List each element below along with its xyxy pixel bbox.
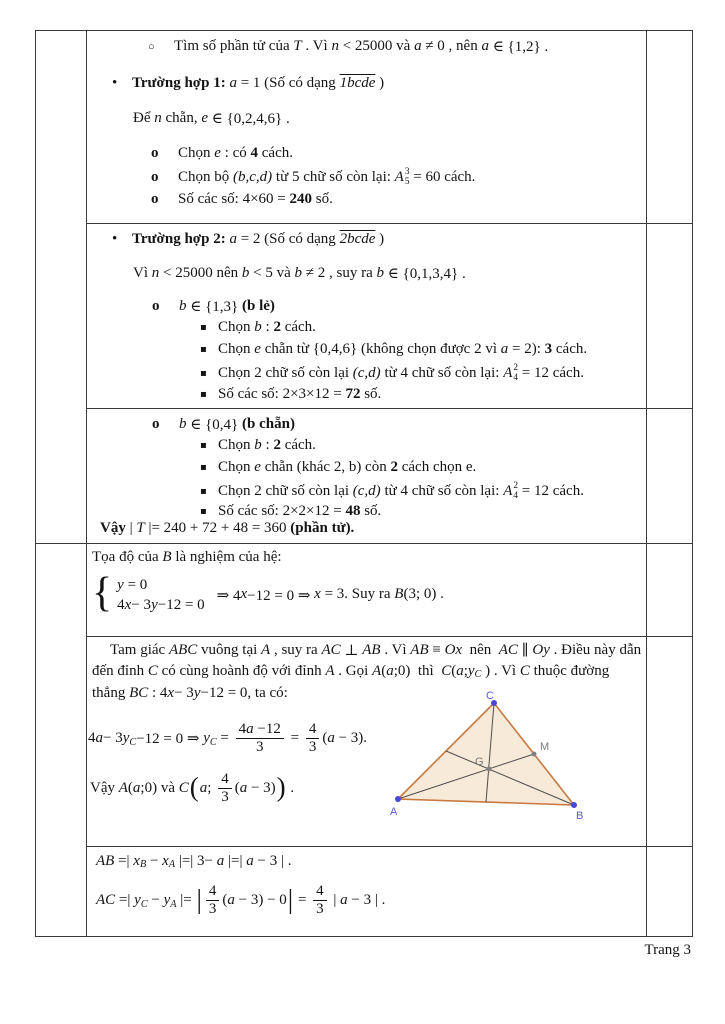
case2-even-step-1: ▪ Chọn b : 2 cách. [200, 437, 316, 453]
yc-equation: 4 a − 3 y C −12 = 0 ⇒ y C = $\frac{4a -12}{3}$ = $\frac{4}{3}$ ( a − 3). [88, 721, 368, 756]
case1-heading: • Trường hợp 1: a = 1 (Số có dạng 1bcde ) [112, 75, 385, 91]
case2-even-step-4: ▪ Số các số: 2×2×12 = 48 số. [200, 503, 382, 519]
midpoint-label-m: M [540, 741, 550, 753]
case1-step-total: o Số các số: 4×60 = 240 số. [151, 191, 333, 207]
page-number: Trang 3 [644, 942, 691, 958]
table-row-divider-1 [86, 223, 692, 224]
case2-odd-step-4: ▪ Số các số: 2×3×12 = 72 số. [200, 386, 382, 402]
table-row-divider-3 [36, 543, 692, 544]
table-row-divider-5 [86, 846, 692, 847]
system-brace: { [92, 570, 113, 616]
vertex-point-b [571, 802, 577, 808]
coords-B-intro: Tọa độ của B là nghiệm của hệ: [92, 549, 282, 565]
table-border-left-col [86, 31, 87, 936]
triangle-paragraph-line-1: Tam giác ABC vuông tại A , suy ra AC ⊥ AB . Vì AB ≡ Ox nên AC ∥ Oy . Điều này dẫn [110, 642, 642, 659]
triangle-abc [398, 703, 574, 805]
centroid-point-g [487, 767, 492, 772]
vertex-point-a [395, 796, 401, 802]
system-equation-2: 4 x − 3 y −12 = 0 [117, 596, 205, 613]
case2-condition: Vì n < 25000 nên b < 5 và b ≠ 2 , suy ra b ∈ {0,1,3,4} . [133, 265, 466, 282]
triangle-paragraph-line-2: đến đỉnh C có cùng hoành độ với đỉnh A . Gọi A ( a ;0) thì C ( a ; y C ) . Vì C thuộc đường [92, 663, 610, 681]
table-row-divider-4 [86, 636, 692, 637]
conclusion-T-count: Vậy | T |= 240 + 72 + 48 = 360 (phần tử). [100, 520, 355, 536]
case2-odd-step-1: ▪ Chọn b : 2 cách. [200, 319, 316, 335]
case2-odd-step-2: ▪ Chọn e chẵn từ {0,4,6} (không chọn được 2 vì a = 2): 3 cách. [200, 341, 588, 357]
triangle-paragraph-line-3: thẳng BC : 4 x − 3 y −12 = 0, ta có: [92, 685, 288, 701]
system-equations [117, 577, 204, 614]
midpoint-m [532, 752, 537, 757]
points-conclusion: Vậy A ( a ;0) và C ( a ; $\frac{4}{3}$ ( a − 3) ) . [90, 771, 295, 806]
case2-subcase-odd-heading: o b ∈ {1,3} (b lẻ) [152, 298, 275, 315]
case2-odd-step-3: ▪ Chọn 2 chữ số còn lại (c,d) từ 4 chữ số còn lại: A 2 4 = 12 cách. [200, 363, 584, 384]
system-equation-1: y = 0 [117, 576, 148, 593]
centroid-label-g: G [475, 756, 484, 768]
case1-step-choose-e: o Chọn e : có 4 cách. [151, 145, 293, 161]
triangle-svg [388, 689, 600, 839]
case2-heading: • Trường hợp 2: a = 2 (Số có dạng 2bcde ) [112, 231, 385, 247]
case2-even-step-2: ▪ Chọn e chẵn (khác 2, b) còn 2 cách chọn e. [200, 459, 477, 475]
ac-length-equation: AC =| y C − y A |= | $\frac{4}{3}$ ( a − 3) − 0 | = $\frac{4}{3}$ | a − 3 | . [96, 883, 386, 918]
case2-subcase-even-heading: o b ∈ {0,4} (b chẵn) [152, 416, 295, 433]
case1-step-choose-bcd: o Chọn bộ (b,c,d) từ 5 chữ số còn lại: A 3 5 = 60 cách. [151, 167, 476, 188]
geometry-figure [388, 689, 600, 839]
system-solution: ⇒ 4 x −12 = 0 ⇒ x = 3. Suy ra B (3; 0) . [216, 585, 444, 604]
case1-condition: Để n chẵn, e ∈ {0,2,4,6} . [133, 110, 290, 127]
table-row-divider-2 [86, 408, 692, 409]
ab-length-equation: AB =| x B − x A |=| 3− a |=| a − 3 | . [96, 853, 292, 871]
table-border-right-col [646, 31, 647, 936]
equation-system [92, 571, 444, 619]
vertex-label-b: B [576, 810, 584, 822]
solution-table [35, 30, 693, 937]
case2-even-step-3: ▪ Chọn 2 chữ số còn lại (c,d) từ 4 chữ số còn lại: A 2 4 = 12 cách. [200, 481, 584, 502]
vertex-label-c: C [486, 690, 494, 702]
vertex-label-a: A [390, 806, 398, 818]
line-count-elements-T: ○ Tìm số phần tử của T . Vì n < 25000 và a ≠ 0 , nên a ∈ {1,2} . [148, 38, 549, 55]
